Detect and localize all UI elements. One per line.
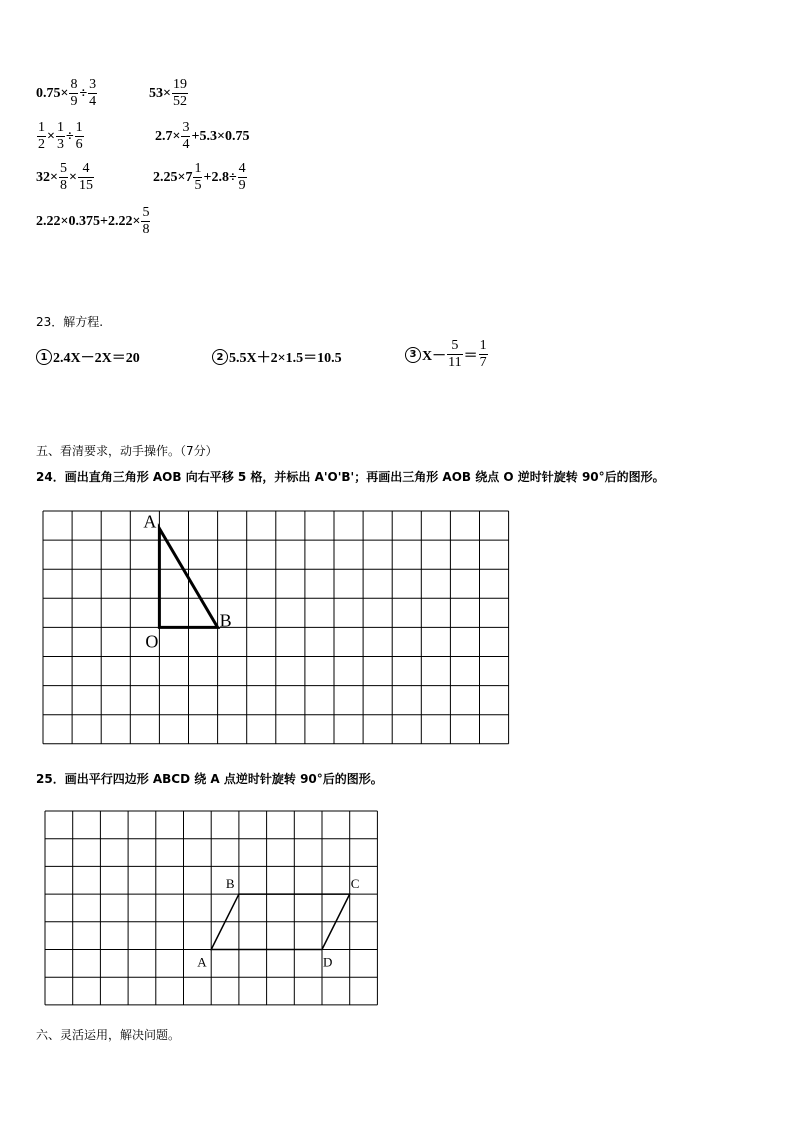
label-a: A (197, 954, 207, 970)
fraction: $\frac{19}{52}$ (172, 77, 187, 109)
expr-5: 32× $\frac{5}{8}$ × $\frac{4}{15}$ (36, 161, 93, 193)
fraction: $\frac{8}{9}$ (70, 77, 78, 109)
label-a: A (143, 511, 157, 532)
label-d: D (323, 954, 333, 970)
fraction: $\frac{1}{7}$ (479, 338, 487, 370)
fraction: $\frac{3}{4}$ (182, 120, 190, 152)
fraction: $\frac{3}{4}$ (89, 77, 97, 109)
expr-6: 2.25×7 $\frac{1}{5}$ +2.8÷ $\frac{4}{9}$ (153, 161, 246, 193)
label-c: C (350, 876, 360, 892)
expr-4: 2.7× $\frac{3}{4}$ +5.3×0.75 (155, 120, 250, 152)
fraction: $\frac{4}{9}$ (238, 161, 246, 193)
fraction: $\frac{1}{6}$ (75, 120, 83, 152)
fraction: $\frac{5}{8}$ (59, 161, 67, 193)
expr-1: 0.75× $\frac{8}{9}$ ÷ $\frac{3}{4}$ (36, 77, 97, 109)
q23-eq3: 3 X－ $\frac{5}{11}$ ＝ $\frac{1}{7}$ (405, 339, 489, 370)
circled-number: 2 (212, 349, 228, 365)
q23-eq1: 1 2.4X－2X＝20 (36, 347, 140, 367)
q25-title: 25．画出平行四边形 ABCD 绕 A 点逆时针旋转 90°后的图形。 (36, 772, 383, 786)
expr-7: 2.22×0.375+2.22× $\frac{5}{8}$ (36, 205, 150, 237)
fraction: $\frac{4}{15}$ (78, 161, 93, 193)
q25-grid (45, 811, 377, 1005)
fraction: $\frac{1}{3}$ (56, 120, 64, 152)
q23-eq2: 2 5.5X＋2×1.5＝10.5 (212, 347, 342, 367)
q23-title: 23．解方程. (36, 315, 104, 329)
expr-2: 53× $\frac{19}{52}$ (149, 77, 187, 109)
circled-number: 3 (405, 347, 421, 363)
label-b: B (225, 876, 235, 892)
circled-number: 1 (36, 349, 52, 365)
section-6-title: 六、灵活运用，解决问题。 (36, 1028, 181, 1042)
fraction: $\frac{5}{8}$ (142, 205, 150, 237)
q24-title: 24．画出直角三角形 AOB 向右平移 5 格，并标出 A'O'B'；再画出三角形 AOB 绕点 O 逆时针旋转 90°后的图形。 (36, 470, 665, 484)
fraction: $\frac{1}{2}$ (38, 120, 45, 152)
label-b: B (219, 610, 232, 631)
expr-1-lead: 0.75× (36, 85, 69, 101)
expr-3: $\frac{1}{2}$ × $\frac{1}{3}$ ÷ $\frac{1}{6}$ (38, 120, 83, 152)
fraction: $\frac{1}{5}$ (194, 161, 202, 193)
section-5-title: 五、看清要求，动手操作。（7分） (36, 444, 218, 458)
label-o: O (145, 631, 159, 652)
fraction: $\frac{5}{11}$ (448, 338, 462, 370)
